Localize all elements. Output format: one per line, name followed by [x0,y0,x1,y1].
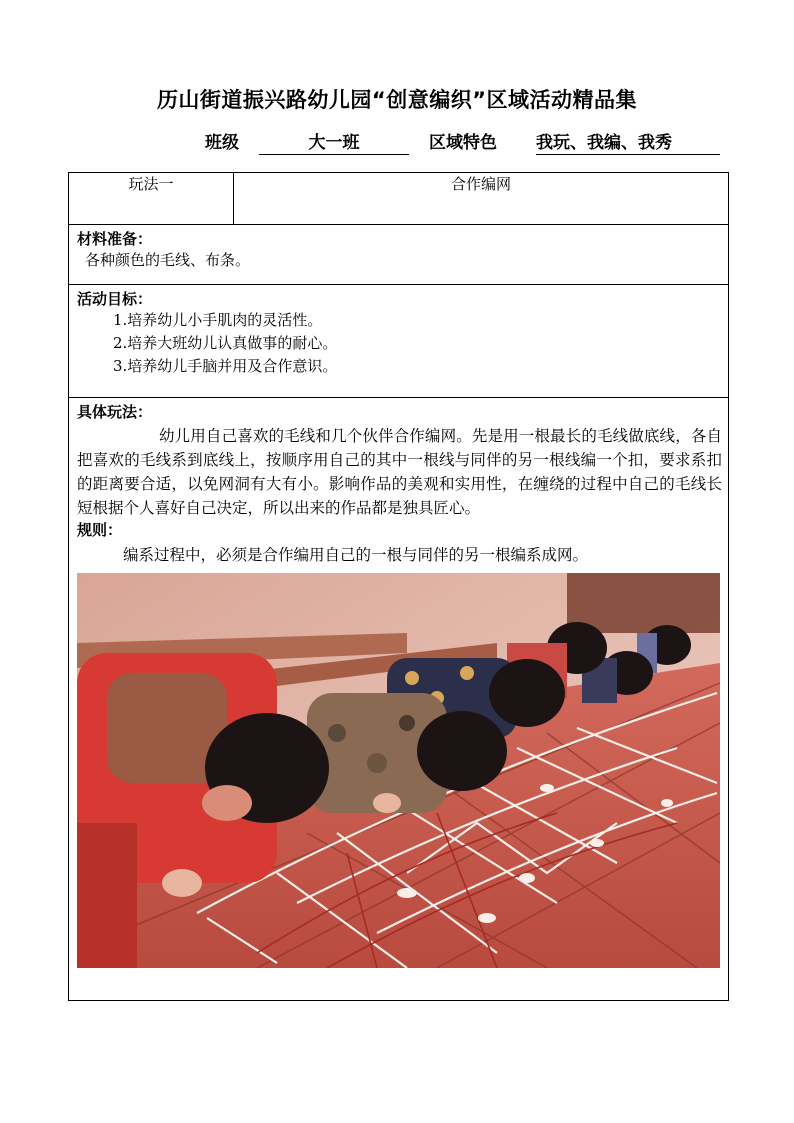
table-header-row [69,173,729,225]
method-text: 幼儿用自己喜欢的毛线和几个伙伴合作编网。先是用一根最长的毛线做底线，各自把喜欢的毛线系到底线上，按顺序用自己的其中一根线与同伴的另一根线编一个扣，要求系扣的距离要合适，以免网洞有大有小。影响作品的美观和实用性，在缠绕的过程中自己的毛线长短根据个人喜好自己决定，所以出来的作品都是独具匠心。 [77,427,722,517]
materials-text: 各种颜色的毛线、布条。 [85,251,251,269]
activity-table [68,172,729,1001]
method-row [69,398,729,1001]
goal-item: 3.培养幼儿手脑并用及合作意识。 [113,357,338,375]
goals-row [69,285,729,398]
materials-row [69,225,729,285]
goal-item: 1.培养幼儿小手肌肉的灵活性。 [113,311,323,329]
materials-label: 材料准备： [77,230,153,248]
play-label-cell: 玩法一 [69,173,234,225]
feature-value: 我玩、我编、我秀 [536,128,720,155]
document-title: 历山街道振兴路幼儿园“创意编织”区域活动精品集 [156,88,638,112]
class-label: 班级 [205,133,239,153]
class-value: 大一班 [259,128,409,155]
rules-label: 规则： [77,521,123,539]
method-label: 具体玩法： [77,403,153,421]
children-weaving-photo [77,573,720,968]
play-name-cell: 合作编网 [234,173,729,225]
goal-item: 2.培养大班幼儿认真做事的耐心。 [113,334,338,352]
feature-label: 区域特色 [429,133,497,153]
photo-shelf [567,573,720,633]
rules-text: 编系过程中，必须是合作编用自己的一根与同伴的另一根编系成网。 [123,546,589,564]
goals-label: 活动目标： [77,290,153,308]
